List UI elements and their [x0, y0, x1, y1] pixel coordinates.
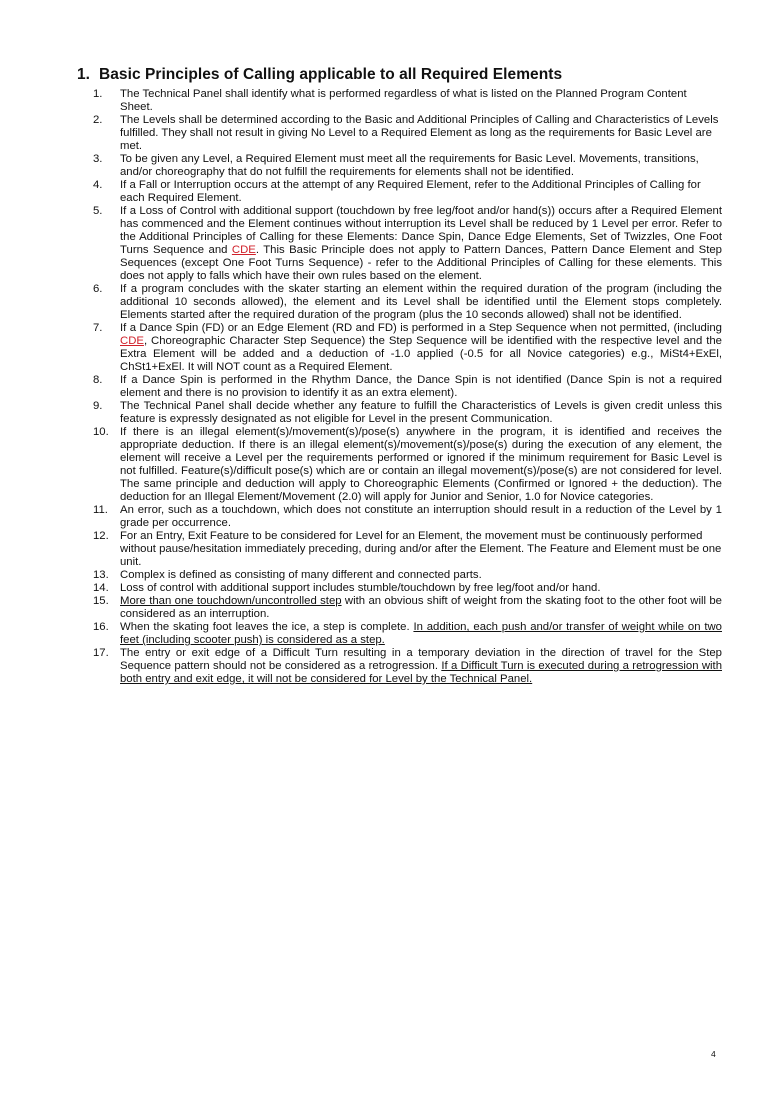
item-text: If a program concludes with the skater starting an element within the required duration of the program (including the additional 10 seconds allowed), the element and its Level shall be identified until the Element stops completely. Elements started after the required duration of the program (plus the 10 seconds allowed) shall not be identified. — [120, 283, 722, 321]
item-text: with an obvious shift of weight from the skating foot to the other foot will be considered as an interruption. — [120, 595, 722, 620]
item-number: 16. — [93, 621, 109, 633]
list-item — [93, 647, 722, 686]
item-text: . This Basic Principle does not apply to Pattern Dances, Pattern Dance Element and Step Sequences (except One Foot Turns Sequence) - refer to the Additional Principles of Calling for these elements. This does not apply to falls which have their own rules based on the element. — [120, 244, 722, 282]
item-number: 11. — [93, 504, 108, 516]
list-item — [93, 205, 722, 283]
list-item — [93, 153, 722, 179]
item-text: The Levels shall be determined according to the Basic and Additional Principles of Calling and Characteristics of Levels fulfilled. They shall not result in giving No Level to a Required Element as long as the requirements for Basic Level are met. — [120, 114, 719, 152]
list-item — [93, 530, 722, 569]
list-item — [93, 621, 722, 647]
principles-list — [93, 88, 722, 686]
page-number: 4 — [711, 1049, 716, 1059]
list-item — [93, 426, 722, 504]
list-item — [93, 179, 722, 205]
item-number: 1. — [93, 88, 103, 100]
item-text: If there is an illegal element(s)/movement(s)/pose(s) anywhere in the program, it is identified and receives the appropriate deduction. If there is an illegal element(s)/movement(s)/pose(s) during the execution of any element, the element will receive a Level per the requirements performed or ignored if the minimum requirement for Basic Level is not fulfilled. Feature(s)/difficult pose(s) which are or contain an illegal movement(s)/pose(s) are not considered for level. The same principle and deduction will apply to Choreographic Elements (Confirmed or Ignored + the deduction). The deduction for an Illegal Element/Movement (2.0) will apply for Junior and Senior, 1.0 for Novice categories. — [120, 426, 722, 503]
item-text: , Choreographic Character Step Sequence) the Step Sequence will be identified with the respective level and the Extra Element will be added and a deduction of -1.0 applied (-0.5 for all Novice categories) e.g., MiSt4+ExEl, ChSt1+ExEl. It will NOT count as a Required Element. — [120, 335, 722, 373]
item-number: 14. — [93, 582, 109, 594]
cde-link[interactable]: CDE — [120, 335, 144, 347]
item-text: If a Dance Spin (FD) or an Edge Element (RD and FD) is performed in a Step Sequence when not permitted, (including — [120, 322, 722, 334]
item-number: 4. — [93, 179, 103, 191]
underlined-text: If a Difficult Turn is executed during a retrogression with both entry and exit edge, it will not be considered for Level by the Technical Panel. — [120, 660, 722, 685]
item-number: 2. — [93, 114, 103, 126]
item-number: 3. — [93, 153, 103, 165]
item-text: If a Fall or Interruption occurs at the attempt of any Required Element, refer to the Additional Principles of Calling for each Required Element. — [120, 179, 701, 204]
item-number: 10. — [93, 426, 109, 438]
item-text: An error, such as a touchdown, which does not constitute an interruption should result in a reduction of the Level by 1 grade per occurrence. — [120, 504, 722, 529]
list-item — [93, 569, 722, 582]
item-number: 9. — [93, 400, 103, 412]
list-item — [93, 374, 722, 400]
list-item — [93, 283, 722, 322]
item-number: 15. — [93, 595, 109, 607]
list-item — [93, 114, 722, 153]
item-number: 5. — [93, 205, 103, 217]
item-text: The Technical Panel shall decide whether any feature to fulfill the Characteristics of Levels is given credit unless this feature is expressly designated as not eligible for Level in the present Communication. — [120, 400, 722, 425]
item-text: Loss of control with additional support includes stumble/touchdown by free leg/foot and/or hand. — [120, 582, 601, 594]
list-item — [93, 595, 722, 621]
item-text: To be given any Level, a Required Element must meet all the requirements for Basic Level. Movements, transitions, and/or choreography that do not fulfill the requirements for elements shall not be identified. — [120, 153, 699, 178]
list-item — [93, 322, 722, 374]
cde-link[interactable]: CDE — [231, 244, 256, 256]
item-number: 12. — [93, 530, 109, 542]
item-number: 8. — [93, 374, 103, 386]
list-item — [93, 400, 722, 426]
list-item — [93, 504, 722, 530]
section-number: 1. — [77, 66, 91, 83]
item-number: 17. — [93, 647, 109, 659]
item-number: 6. — [93, 283, 103, 295]
item-text: If a Loss of Control with additional support (touchdown by free leg/foot and/or hand(s)) occurs after a Required Element has commenced and the Element continues without interruption its Level shall be reduced by 1 Level per error. Refer to the Additional Principles of Calling for these Elements: Dance Spin, Dance Edge Elements, Set of Twizzles, One Foot Turns Sequence and — [120, 205, 722, 256]
section-heading — [77, 66, 562, 84]
section-title: Basic Principles of Calling applicable to all Required Elements — [99, 66, 563, 83]
item-text: For an Entry, Exit Feature to be considered for Level for an Element, the movement must be continuously performed without pause/hesitation immediately preceding, during and/or after the Element. The Feature and Element must be one unit. — [120, 530, 722, 568]
underlined-text: In addition, each push and/or transfer of weight while on two feet (including scooter push) is considered as a step. — [120, 621, 722, 646]
item-number: 13. — [93, 569, 109, 581]
item-text: When the skating foot leaves the ice, a step is complete. — [120, 621, 414, 633]
item-text: Complex is defined as consisting of many different and connected parts. — [120, 569, 482, 581]
item-text: The entry or exit edge of a Difficult Turn resulting in a temporary deviation in the direction of travel for the Step Sequence pattern should not be considered as a retrogression. — [120, 647, 722, 672]
item-text: The Technical Panel shall identify what is performed regardless of what is listed on the Planned Program Content Sheet. — [120, 88, 687, 113]
underlined-text: More than one touchdown/uncontrolled step — [120, 595, 342, 607]
item-text: If a Dance Spin is performed in the Rhythm Dance, the Dance Spin is not identified (Dance Spin is not a required element and there is no provision to identify it as an extra element). — [120, 374, 722, 399]
item-number: 7. — [93, 322, 103, 334]
list-item — [93, 88, 722, 114]
list-item — [93, 582, 722, 595]
